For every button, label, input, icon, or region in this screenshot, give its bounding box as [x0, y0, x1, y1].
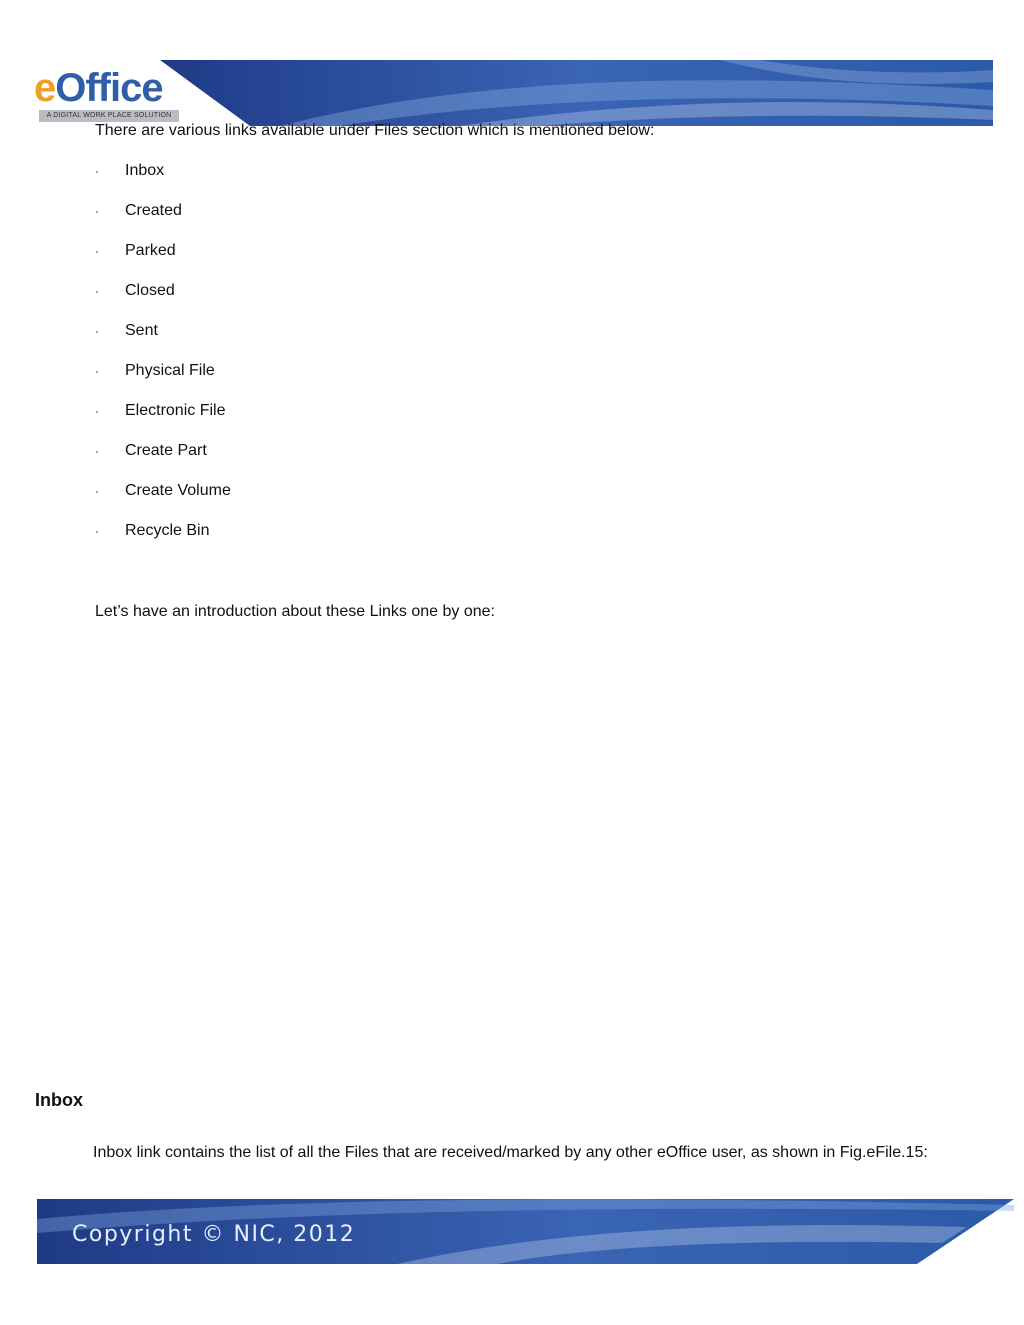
list-item-label: Create Part: [125, 442, 207, 459]
section-paragraph: Inbox link contains the list of all the Files that are received/marked by any other eOffice user, as shown in Fig.eFile.15:: [93, 1144, 928, 1161]
logo-tagline: A DIGITAL WORK PLACE SOLUTION: [39, 110, 179, 122]
bullet-icon: ·: [95, 484, 99, 498]
section-heading: Inbox: [35, 1090, 83, 1110]
bullet-icon: ·: [95, 164, 99, 178]
list-item-label: Create Volume: [125, 482, 231, 499]
bullet-icon: ·: [95, 364, 99, 378]
bullet-icon: ·: [95, 204, 99, 218]
list-item-label: Created: [125, 202, 182, 219]
links-intro-text: Let’s have an introduction about these Links one by one:: [95, 603, 495, 620]
list-item-label: Electronic File: [125, 402, 226, 419]
bullet-icon: ·: [95, 444, 99, 458]
bullet-icon: ·: [95, 324, 99, 338]
list-item-label: Physical File: [125, 362, 215, 379]
bullet-icon: ·: [95, 524, 99, 538]
list-item-label: Closed: [125, 282, 175, 299]
bullet-icon: ·: [95, 244, 99, 258]
eoffice-logo: [34, 66, 184, 126]
list-item-label: Parked: [125, 242, 176, 259]
bullet-icon: ·: [95, 284, 99, 298]
list-item-label: Recycle Bin: [125, 522, 210, 539]
list-item-label: Sent: [125, 322, 158, 339]
copyright-text: Copyright © NIC, 2012: [72, 1222, 356, 1247]
bullet-icon: ·: [95, 404, 99, 418]
header-banner: [160, 60, 993, 126]
intro-text: There are various links available under Files section which is mentioned below:: [95, 122, 655, 139]
logo-wordmark: eOffice: [34, 66, 163, 110]
list-item-label: Inbox: [125, 162, 165, 179]
